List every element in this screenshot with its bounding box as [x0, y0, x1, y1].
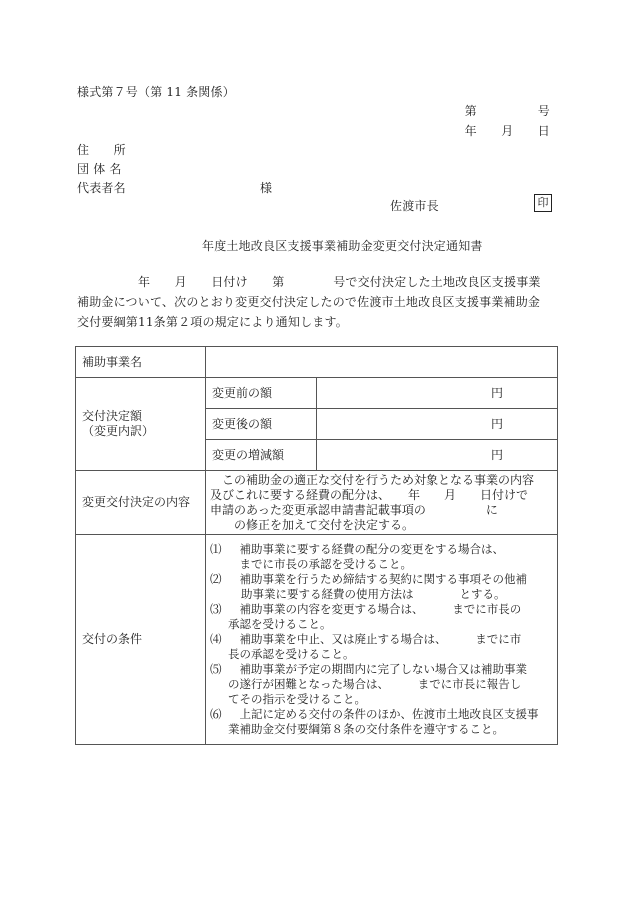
representative-label: 代表者名 [77, 181, 126, 195]
after-amount [317, 409, 558, 440]
condition-number: ⑹ [210, 707, 222, 721]
project-name-value [206, 347, 558, 378]
condition-line: 補助事業の内容を変更する場合は、 までに市長の [228, 602, 522, 616]
condition-number: ⑴ [210, 542, 222, 556]
change-line: の修正を加えて交付を決定する。 [210, 517, 415, 532]
document-title: 年度土地改良区支援事業補助金変更交付決定通知書 [202, 239, 483, 253]
grant-table [75, 346, 558, 745]
condition-line: 長の承認を受けること。 [228, 647, 355, 661]
yen-unit: 円 [490, 385, 503, 400]
yen-unit: 円 [490, 447, 503, 462]
diff-amount [317, 440, 558, 471]
before-label: 変更前の額 [206, 378, 317, 409]
address-label: 住 所 [77, 143, 126, 157]
condition-number: ⑶ [210, 602, 222, 616]
condition-line: 上記に定める交付の条件のほか、佐渡市土地改良区支援事 [228, 707, 539, 721]
body-line: 補助金について、次のとおり変更交付決定したので佐渡市土地改良区支援事業補助金 [77, 295, 541, 309]
condition-line: 補助事業を中止、又は廃止する場合は、 までに市 [228, 632, 522, 646]
body-line: 年 月 日付け 第 号で交付決定した土地改良区支援事業 [77, 275, 541, 289]
conditions-label: 交付の条件 [76, 535, 206, 745]
condition-line: までに市長の承認を受けること。 [228, 557, 412, 571]
project-name-label: 補助事業名 [76, 347, 206, 378]
condition-line: 補助事業を行うため締結する契約に関する事項その他補 [228, 572, 527, 586]
change-label: 変更交付決定の内容 [76, 471, 206, 535]
conditions-list [206, 535, 558, 745]
condition-line: 補助事業が予定の期間内に完了しない場合又は補助事業 [228, 662, 527, 676]
amount-label [76, 378, 206, 471]
diff-label: 変更の増減額 [206, 440, 317, 471]
table-row [76, 471, 558, 535]
condition-item [210, 542, 553, 572]
after-label: 変更後の額 [206, 409, 317, 440]
document-date-line: 年 月 日 [464, 124, 550, 138]
condition-item [210, 707, 553, 737]
condition-number: ⑸ [210, 662, 222, 676]
condition-number: ⑵ [210, 572, 222, 586]
change-content [206, 471, 558, 535]
table-row [76, 378, 558, 409]
body-line: 交付要綱第11条第２項の規定により通知します。 [77, 315, 348, 329]
condition-line: 業補助金交付要綱第８条の交付条件を遵守すること。 [228, 722, 504, 736]
condition-line: の遂行が困難となった場合は、 までに市長に報告し [228, 677, 522, 691]
issuer-name: 佐渡市長 [390, 199, 439, 213]
condition-number: ⑷ [210, 632, 222, 646]
amount-label-line: 交付決定額 [82, 409, 143, 423]
amount-label-line: （変更内訳） [82, 424, 155, 438]
change-line: 及びこれに要する経費の配分は、 年 月 日付けで [210, 487, 529, 502]
organization-label: 団 体 名 [77, 162, 122, 176]
table-row [76, 347, 558, 378]
condition-line: 承認を受けること。 [228, 617, 332, 631]
change-line: 申請のあった変更承認申請書記載事項の に [210, 502, 498, 517]
condition-item [210, 632, 553, 662]
condition-item [210, 602, 553, 632]
condition-line: 補助事業に要する経費の配分の変更をする場合は、 [228, 542, 504, 556]
form-number: 様式第７号（第 11 条関係） [77, 85, 235, 99]
document-number-line: 第 号 [464, 104, 550, 118]
yen-unit: 円 [490, 416, 503, 431]
honorific: 様 [260, 181, 273, 195]
table-row [76, 535, 558, 745]
seal-stamp: 印 [534, 194, 552, 212]
condition-item [210, 572, 553, 602]
condition-line: 助事業に要する経費の使用方法は とする。 [241, 587, 506, 601]
condition-line: てその指示を受けること。 [228, 692, 366, 706]
before-amount [317, 378, 558, 409]
change-line: この補助金の適正な交付を行うため対象となる事業の内容 [210, 472, 535, 487]
condition-item [210, 662, 553, 707]
